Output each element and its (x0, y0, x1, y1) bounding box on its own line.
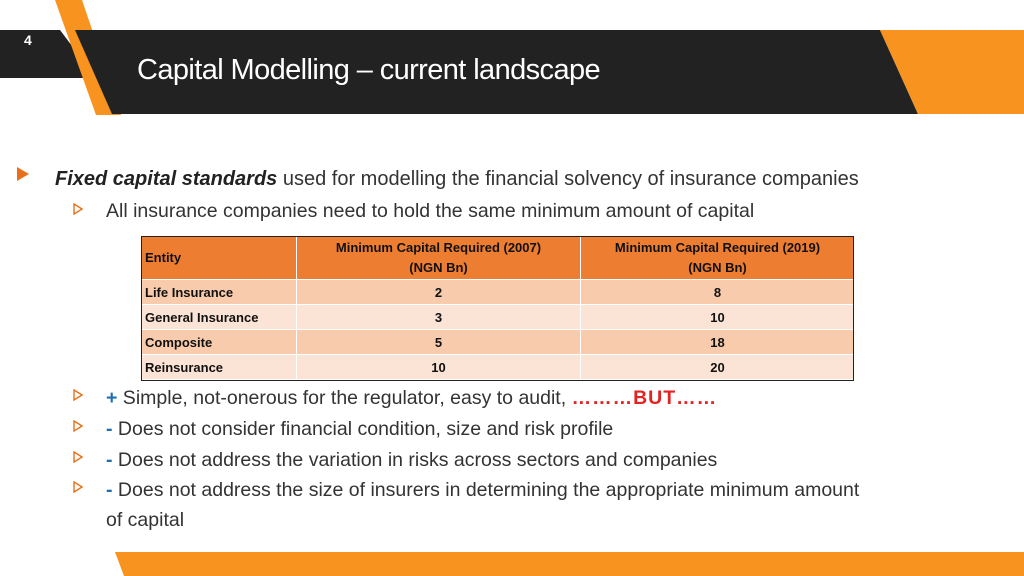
main-bullet-emphasis: Fixed capital standards (55, 168, 278, 190)
main-bullet-text: used for modelling the financial solvency of insurance companies (277, 168, 859, 190)
con-text: Does not consider financial condition, size and risk profile (112, 418, 614, 440)
header-2019-line1: Minimum Capital Required (2019) (614, 240, 821, 255)
minus-sign: - (106, 449, 113, 471)
con-bullet-1 (106, 418, 613, 441)
table-row (142, 355, 855, 380)
row-entity: Composite (142, 330, 297, 355)
row-value-2007: 2 (297, 280, 581, 305)
row-value-2019: 10 (581, 305, 855, 330)
con-bullet-3-continuation: of capital (106, 509, 185, 531)
sub-triangle-bullet-icon (73, 203, 83, 215)
header-2007-line2: (NGN Bn) (409, 260, 468, 275)
header-2007 (297, 237, 581, 280)
row-value-2019: 18 (581, 330, 855, 355)
row-value-2007: 3 (297, 305, 581, 330)
sub-triangle-bullet-icon (73, 451, 83, 463)
but-text: ………BUT…… (571, 387, 718, 409)
header-entity: Entity (142, 237, 297, 280)
header-2019 (581, 237, 855, 280)
con-text: Does not address the size of insurers in determining the appropriate minimum amount (112, 479, 860, 501)
slide-title: Capital Modelling – current landscape (137, 54, 601, 86)
sub-triangle-bullet-icon (73, 481, 83, 493)
pro-bullet (106, 387, 717, 410)
con-bullet-2 (106, 449, 717, 472)
capital-table (141, 236, 855, 380)
plus-sign: + (106, 387, 118, 409)
minus-sign: - (106, 418, 113, 440)
row-value-2007: 10 (297, 355, 581, 380)
row-entity: Reinsurance (142, 355, 297, 380)
row-value-2007: 5 (297, 330, 581, 355)
row-value-2019: 20 (581, 355, 855, 380)
minus-sign: - (106, 479, 113, 501)
con-text: Does not address the variation in risks across sectors and companies (112, 449, 718, 471)
table-header-row (142, 237, 855, 280)
pro-text: Simple, not-onerous for the regulator, easy to audit, (117, 387, 572, 409)
con-bullet-3 (106, 479, 859, 502)
header-2019-line2: (NGN Bn) (688, 260, 747, 275)
row-entity: General Insurance (142, 305, 297, 330)
slide-number: 4 (24, 32, 32, 48)
triangle-bullet-icon (16, 166, 30, 182)
bottom-orange-bar (115, 552, 1024, 576)
table-row (142, 280, 855, 305)
table-row (142, 330, 855, 355)
row-value-2019: 8 (581, 280, 855, 305)
sub-triangle-bullet-icon (73, 389, 83, 401)
main-bullet (55, 168, 859, 191)
sub-bullet-same-capital: All insurance companies need to hold the same minimum amount of capital (106, 200, 755, 222)
header-2007-line1: Minimum Capital Required (2007) (335, 240, 542, 255)
table-row (142, 305, 855, 330)
sub-triangle-bullet-icon (73, 420, 83, 432)
row-entity: Life Insurance (142, 280, 297, 305)
